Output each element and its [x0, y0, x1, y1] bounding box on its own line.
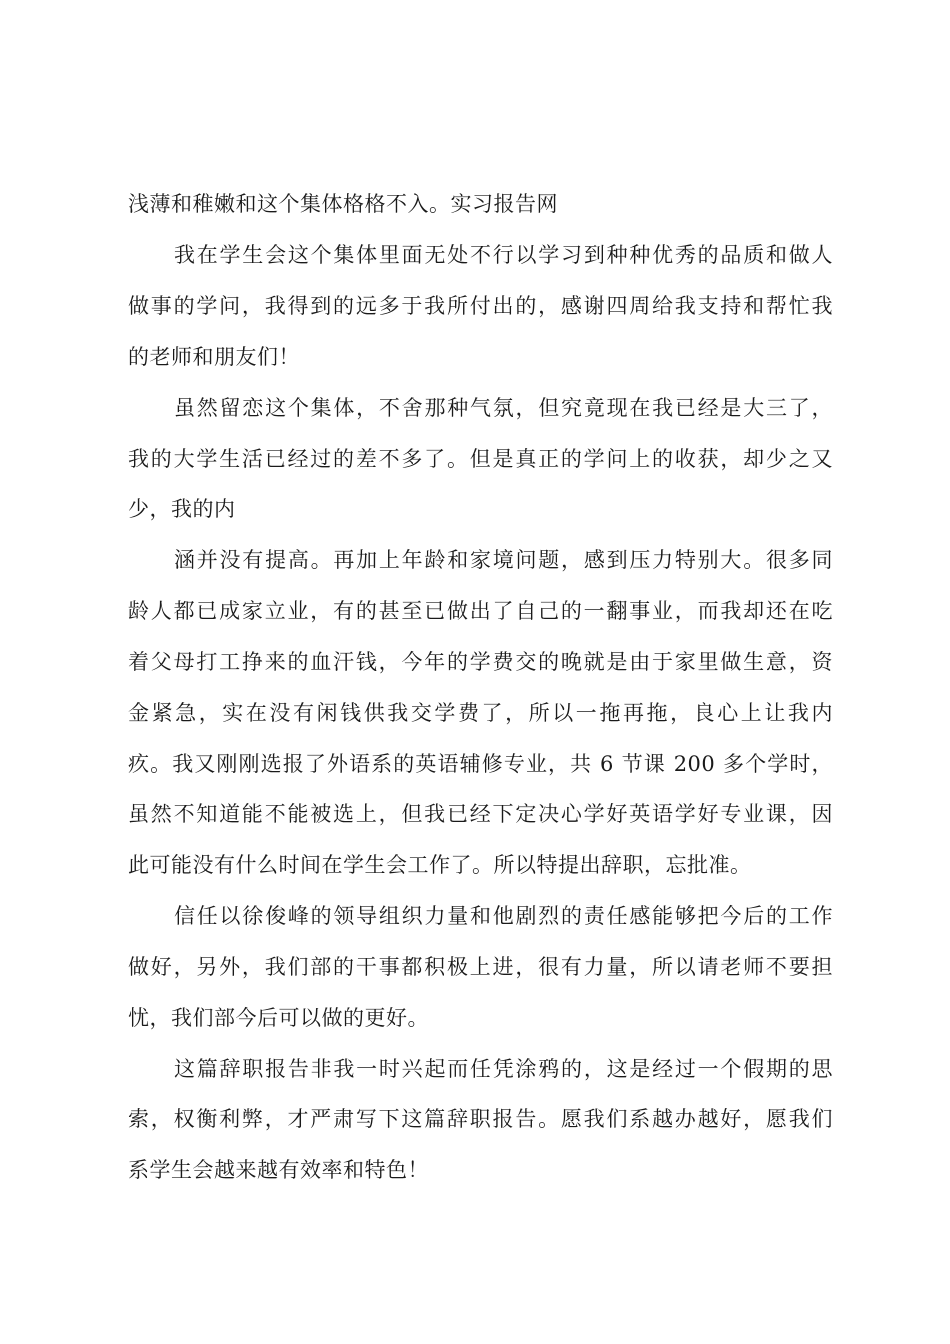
text-line: 浅薄和稚嫩和这个集体格格不入。实习报告网 [128, 192, 558, 216]
text-line: 我的大学生活已经过的差不多了。但是真正的学问上的收获，却少之又 [128, 447, 833, 471]
text-line: 此可能没有什么时间在学生会工作了。所以特提出辞职，忘批准。 [128, 853, 752, 877]
text-line: 系学生会越来越有效率和特色！ [128, 1158, 429, 1182]
text-line: 索，权衡利弊，才严肃写下这篇辞职报告。愿我们系越办越好，愿我们 [128, 1107, 833, 1131]
text-line: 的老师和朋友们！ [128, 345, 300, 369]
paragraph-first-line: 涵并没有提高。再加上年龄和家境问题，感到压力特别大。很多同 [174, 548, 833, 572]
text-line: 少，我的内 [128, 497, 236, 521]
text-line: 做好，另外，我们部的干事都积极上进，很有力量，所以请老师不要担 [128, 955, 833, 979]
text-line: 忧，我们部今后可以做的更好。 [128, 1006, 429, 1030]
paragraph-first-line: 这篇辞职报告非我一时兴起而任凭涂鸦的，这是经过一个假期的思 [174, 1057, 833, 1081]
text-line: 做事的学问，我得到的远多于我所付出的，感谢四周给我支持和帮忙我 [128, 294, 833, 318]
text-line: 着父母打工挣来的血汗钱，今年的学费交的晚就是由于家里做生意，资 [128, 650, 833, 674]
paragraph-first-line: 我在学生会这个集体里面无处不行以学习到种种优秀的品质和做人 [174, 243, 833, 267]
paragraph-first-line: 信任以徐俊峰的领导组织力量和他剧烈的责任感能够把今后的工作 [174, 904, 833, 928]
text-line: 龄人都已成家立业，有的甚至已做出了自己的一翻事业，而我却还在吃 [128, 599, 833, 623]
text-line: 虽然不知道能不能被选上，但我已经下定决心学好英语学好专业课，因 [128, 802, 833, 826]
text-line: 疚。我又刚刚选报了外语系的英语辅修专业，共 6 节课 200 多个学时， [128, 752, 833, 776]
paragraph-first-line: 虽然留恋这个集体，不舍那种气氛，但究竟现在我已经是大三了， [174, 396, 833, 420]
text-line: 金紧急，实在没有闲钱供我交学费了，所以一拖再拖，良心上让我内 [128, 701, 833, 725]
